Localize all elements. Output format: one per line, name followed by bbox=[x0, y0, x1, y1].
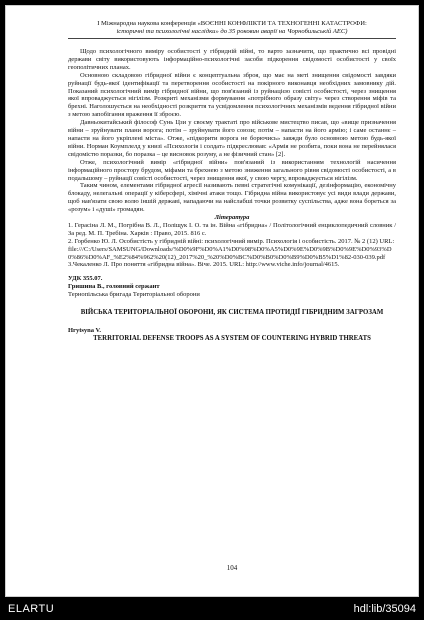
author-en: Hrytsyna V. bbox=[68, 327, 101, 335]
paragraph: Отже, психологічний вимір «гібридної війни» пов'язаний із використанням технологій насичення інформаційного простору брудом, міфами та брехнею з метою зниження загального рівня свідомості особистості, а в подальшому – руйнації совісті особистості, через знищення якої, у свою чергу, впроваджується нігілізм. bbox=[68, 158, 396, 182]
page-number: 104 bbox=[226, 564, 238, 572]
reference-item: 3.Чекаленко Л. Про поняття «гібридна війна». Віче. 2015. URL: http://www.viche.info/journal/4615. bbox=[68, 261, 340, 269]
paragraph: Щодо психологічного виміру особистості у гібридній війні, то варто зазначити, що практично всі провідні держави світу використовують інформаційно-психологічні засоби підкорення свідомості особистості у своїх геополітичних планах. bbox=[68, 48, 396, 71]
article-title-ua: ВІЙСЬКА ТЕРИТОРІАЛЬНОЇ ОБОРОНИ, ЯК СИСТЕМА ПРОТИДІЇ ГІБРИДНИМ ЗАГРОЗАМ bbox=[80, 309, 384, 317]
author-ua: Гришина В., головний сержант bbox=[68, 283, 160, 291]
article-body bbox=[68, 48, 396, 343]
paragraph: Давньокитайський філософ Сунь Цзи у своєму трактаті про військове мистецтво писав, що «вище призначення війни – зруйнувати плани ворога; потім – зруйнувати його союзи; потім – напасти на його армію; і саме останнє – напасти на його укріплені міста». Отже, «підкорити ворога не борючись» завжди було основною метою будь-якої війни. Норман Коумплелд у книзі «Психологія і солдат» підкреслював: «Армія не розбита, поки вона не перейнялася свідомістю поразки, бо поразка – це висновок розуму, а не фізичний стан» [2]. bbox=[68, 119, 396, 158]
footer-bar bbox=[0, 600, 424, 620]
reference-item: 2. Горбенко Ю. Л. Особистість у гібридній війні: психологічний вимір. Психологія і особистість. 2017. № 2 (12) URL: file:///C:/Users/SAMSUNG/Downloads/%D0%9F%D0%A1%D0%98%D0%A5%D0%9E%D0%9B%D0%9E%D0%93%D0%86%D0%AF_%E2%84%962%20(12)_2017%20_%20%D0%BC%D0%B0%D0%B9%D0%B5%D1%82-030-039.pdf bbox=[68, 237, 395, 261]
affiliation-ua: Тернопільська бригада Територіальної оборони bbox=[68, 291, 200, 299]
reference-item: 1. Герасіна Л. М., Погрібна В. Л., Поліщук І. О. та ін. Війна «гібридна» / Політологічний енциклопедичний словник / За ред. М. П. Требіна. Харків : Право, 2015. 816 с. bbox=[68, 221, 396, 237]
handle-id: hdl:lib/35094 bbox=[353, 603, 416, 615]
header-line-2: історичні та психологічні наслідки» до 35 роковин аварії на Чорнобильській АЕС) bbox=[116, 28, 348, 35]
document-page bbox=[5, 5, 419, 597]
repository-name: ELARTU bbox=[8, 603, 55, 615]
paragraph: Таким чином, елементами гібридної агресії називають певні стратегічні комунікації, дезінформацію, економічну блокаду, нелегальні операції у кіберсфері, хімічні атаки тощо. Гібридна війна використовує усі види влади держави, щоб нав'язати свою волю іншій державі, нападаючи на найслабші точки розвитку суспільства, адже вона бореться за «розум» і «душі» громадян. bbox=[68, 182, 396, 214]
running-header bbox=[68, 20, 396, 39]
article-title-en: TERRITORIAL DEFENSE TROOPS AS A SYSTEM OF COUNTERING HYBRID THREATS bbox=[93, 335, 371, 343]
paragraph: Основною складовою гібридної війни є концептуальна зброя, що має на меті знищення свідомості завдяки руйнації будь-якої ідентифікації та перетворення особистості на покірного виконавця необхідних замовнику дій. Показаний психологічний вимір гібридної війни, що пов'язаний із руйнацією совісті особистості, через знищення якої впроваджується нігілізм. Розкриті механізми формування «потрібного образу світу» через створення міфів та брехні. Наголошується на необхідності розкриття та усвідомлення психологічних механізмів ведення гібридної війни з метою запобігання враження її зброєю. bbox=[68, 71, 396, 119]
header-line-1: І Міжнародна наукова конференція «ВОЄННІ КОНФЛІКТИ ТА ТЕХНОГЕННІ КАТАСТРОФИ: bbox=[97, 20, 367, 27]
references-title: Література bbox=[214, 214, 250, 222]
udc-code: УДК 355.07. bbox=[68, 275, 103, 283]
